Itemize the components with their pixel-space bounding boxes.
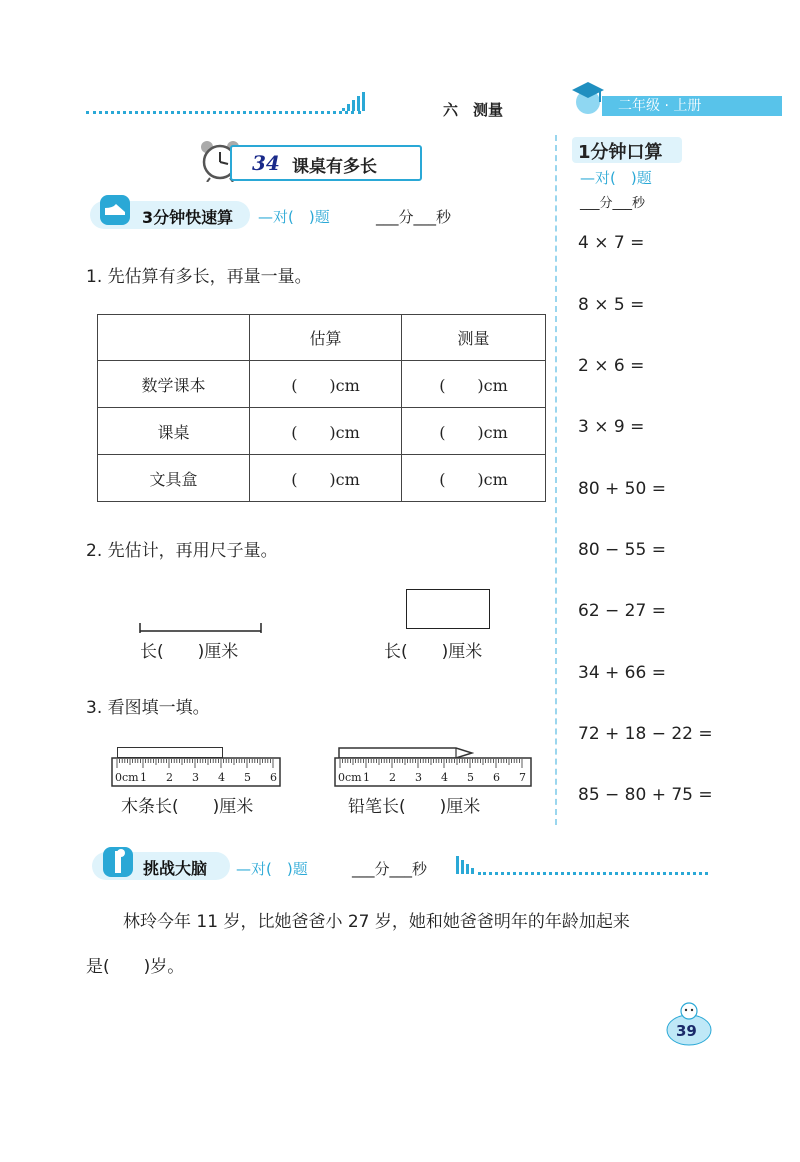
challenge-dot-cluster <box>456 856 478 880</box>
table-header-estimate: 估算 <box>250 315 402 361</box>
challenge-time: ___分___秒 <box>352 860 428 878</box>
challenge-dotted-rule <box>478 872 708 875</box>
pencil-length-label[interactable]: 铅笔长( )厘米 <box>348 797 481 817</box>
ruler-tick-label: 0cm <box>115 771 139 784</box>
row-name: 数学课本 <box>98 361 250 408</box>
quick-calc-label: 3分钟快速算 <box>142 208 234 227</box>
header-dot-cluster <box>342 92 366 118</box>
line-length-label[interactable]: 长( )厘米 <box>140 642 239 662</box>
ruler-tick-label: 4 <box>441 771 448 784</box>
ruler-tick-label: 5 <box>244 771 251 784</box>
ruler-tick-label: 2 <box>166 771 173 784</box>
question-1-text: 1. 先估算有多长，再量一量。 <box>86 267 312 287</box>
row-name: 课桌 <box>98 408 250 455</box>
table-header-measure: 测量 <box>402 315 546 361</box>
chapter-title: 六 测量 <box>443 101 504 119</box>
calc-item[interactable]: 8 × 5 = <box>578 295 645 315</box>
calc-item[interactable]: 80 + 50 = <box>578 479 666 499</box>
measure-cell[interactable]: ( )cm <box>402 361 546 408</box>
measure-cell[interactable]: ( )cm <box>402 455 546 502</box>
oral-calc-score: —对( )题 <box>580 169 652 187</box>
column-divider <box>555 135 557 825</box>
ruler-tick-label: 3 <box>415 771 422 784</box>
calc-item[interactable]: 72 + 18 − 22 = <box>578 724 713 744</box>
calc-item[interactable]: 2 × 6 = <box>578 356 645 376</box>
measure-rectangle <box>406 589 490 629</box>
giraffe-icon <box>103 847 133 877</box>
header-dotted-rule <box>86 111 361 114</box>
calc-item[interactable]: 80 − 55 = <box>578 540 666 560</box>
ruler-tick-label: 6 <box>493 771 500 784</box>
lesson-title: 课桌有多长 <box>292 157 377 177</box>
table-row <box>98 408 546 455</box>
ruler-2 <box>334 757 538 793</box>
ruler-tick-label: 7 <box>519 771 526 784</box>
page-number: 39 <box>676 1022 697 1040</box>
ruler-tick-label: 6 <box>270 771 277 784</box>
rect-length-label[interactable]: 长( )厘米 <box>384 642 483 662</box>
calc-item[interactable]: 34 + 66 = <box>578 663 666 683</box>
ruler-1 <box>111 757 287 793</box>
ruler-tick-label: 1 <box>140 771 147 784</box>
challenge-score: —对( )题 <box>236 860 308 878</box>
question-2-text: 2. 先估计，再用尺子量。 <box>86 541 278 561</box>
table-row <box>98 455 546 502</box>
ruler-tick-label: 0cm <box>338 771 362 784</box>
ruler-tick-label: 2 <box>389 771 396 784</box>
calc-item[interactable]: 85 − 80 + 75 = <box>578 785 713 805</box>
calc-item[interactable]: 3 × 9 = <box>578 417 645 437</box>
row-name: 文具盒 <box>98 455 250 502</box>
estimate-table <box>97 314 546 502</box>
challenge-label: 挑战大脑 <box>143 859 208 878</box>
challenge-text-line-2[interactable]: 是( )岁。 <box>86 957 185 977</box>
stick-length-label[interactable]: 木条长( )厘米 <box>121 797 254 817</box>
ruler-tick-label: 1 <box>363 771 370 784</box>
estimate-cell[interactable]: ( )cm <box>250 455 402 502</box>
question-3-text: 3. 看图填一填。 <box>86 698 210 718</box>
oral-calc-title: 1分钟口算 <box>578 142 663 163</box>
estimate-cell[interactable]: ( )cm <box>250 408 402 455</box>
lesson-number: 34 <box>252 151 280 175</box>
measure-cell[interactable]: ( )cm <box>402 408 546 455</box>
calc-item[interactable]: 62 − 27 = <box>578 601 666 621</box>
ruler-tick-label: 3 <box>192 771 199 784</box>
quick-calc-score: —对( )题 <box>258 208 330 226</box>
estimate-cell[interactable]: ( )cm <box>250 361 402 408</box>
ruler-tick-label: 5 <box>467 771 474 784</box>
table-row <box>98 361 546 408</box>
challenge-text-line-1: 林玲今年 11 岁，比她爸爸小 27 岁，她和她爸爸明年的年龄加起来 <box>123 912 630 932</box>
calc-item[interactable]: 4 × 7 = <box>578 233 645 253</box>
ruler-tick-label: 4 <box>218 771 225 784</box>
shoe-icon <box>100 195 130 225</box>
table-header-blank <box>98 315 250 361</box>
grade-banner: 二年级 · 上册 <box>602 96 782 116</box>
oral-calc-time: ___分___秒 <box>580 196 646 211</box>
quick-calc-time: ___分___秒 <box>376 208 452 226</box>
